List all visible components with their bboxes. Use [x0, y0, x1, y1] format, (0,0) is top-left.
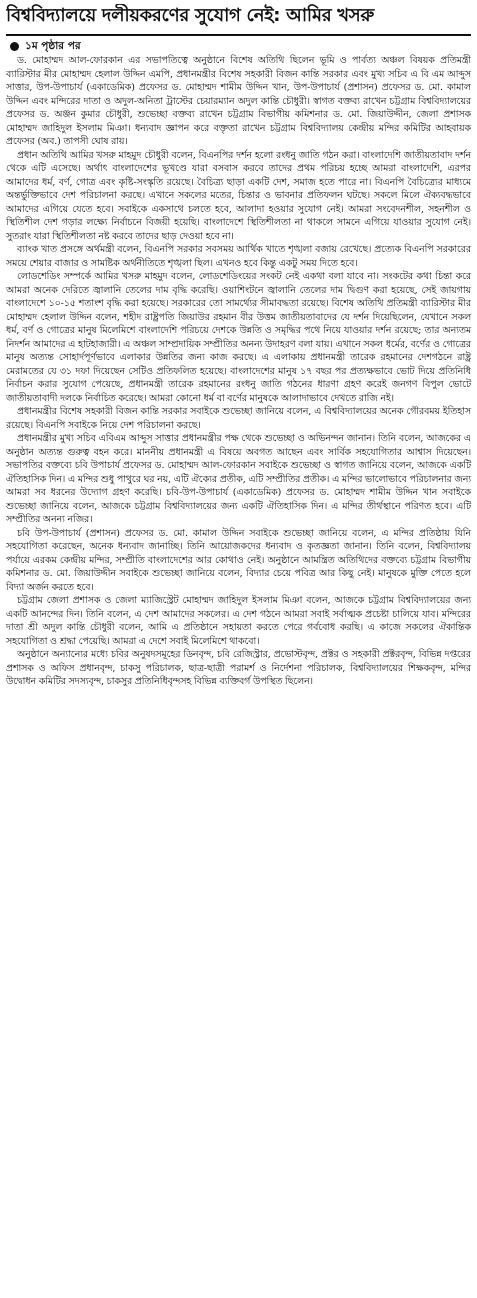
article-paragraph: ব্যাংক খাত প্রসঙ্গে অর্থমন্ত্রী বলেন, বিএনপি সরকার সবসময় আর্থিক খাতে শৃঙ্খলা বজায় রেখেছে। প্রত্যেক বিএনপি সরকারের সময়ে শেয়ার বাজার ও সামষ্টিক অর্থনীতিতে শৃঙ্খলা ছিল। এখনও হবে কিন্তু একটু সময় দিতে হবে। [6, 244, 471, 269]
continued-from-label: ১ম পৃষ্ঠার পর [25, 40, 81, 52]
article-paragraph: প্রধানমন্ত্রীর বিশেষ সহকারী বিজন কান্তি সরকার সবাইকে শুভেচ্ছা জানিয়ে বলেন, এ বিশ্ববিদ্যালয়ের অনেক গৌরবময় ইতিহাস রয়েছে। বিএনপি সবাইকে নিয়ে দেশ পরিচালনা করছে। [6, 406, 471, 431]
article-paragraph: প্রধান অতিথি আমির খসরু মাহমুদ চৌধুরী বলেন, বিএনপির দর্শন হলো রংধনু জাতি গঠন করা। বাংলাদেশি জাতীয়তাবাদ দর্শন থেকে এটি এসেছে। অর্থাৎ বাংলাদেশের ভূখণ্ডে যারা বসবাস করবে তাদের প্রথম পরিচয় হচ্ছে আমরা বাংলাদেশি, এরপর আমাদের ধর্ম, বর্ণ, গোত্র এবং কৃষ্টি-সংস্কৃতি রয়েছে। বৈচিত্র্য ছাড়া একটি দেশ, সমাজ হতে পারে না। বিএনপি বৈচিত্র্যের মাধ্যমে অন্তর্ভুক্তিভাবে দেশ পরিচালনা করছে। এখানে সকলের মতের, চিন্তার ও ভাবনার প্রতিফলন ঘটছে। সকলে মিলে ঐক্যবদ্ধভাবে আমাদের এগিয়ে যেতে হবে। সবাইকে একসাথে চলতে হবে, আলাদা হওয়ার সুযোগ নেই। আমরা সংবেদনশীল, সহনশীল ও স্থিতিশীল দেশ গড়ার লক্ষ্যে নির্বাচনে বিজয়ী হয়েছি। বাংলাদেশে স্থিতিশীলতা না থাকলে সামনে এগিয়ে যাওয়ার সুযোগ নেই। সুতরাং যারা স্থিতিশীলতা নষ্ট করবে তাদের ছাড় দেওয়া হবে না। [6, 149, 471, 242]
headline: বিশ্ববিদ্যালয়ে দলীয়করণের সুযোগ নেই: আমির খসরু [6, 4, 471, 36]
article-paragraph: চট্টগ্রাম জেলা প্রশাসক ও জেলা ম্যাজিস্ট্রেট মোহাম্মদ জাহিদুল ইসলাম মিঞা বলেন, আজকে চট্টগ্রাম বিশ্ববিদ্যালয়ের জন্য একটি আনন্দের দিন। তিনি বলেন, এ দেশ আমাদের সকলের। এ দেশ গঠনে আমরা সবাই সর্বাত্মক প্রচেষ্টা চালিয়ে যাব। মন্দিরের দাতা শ্রী অদুল কান্তি চৌধুরী বলেন, আমি এ প্রতিষ্ঠানে সহায়তা করতে পেরে গর্ববোধ করছি। এ কাজে সকলের ঐকান্তিক সহযোগিতা ও শ্রদ্ধা পেয়েছি। আমরা এ দেশে সবাই মিলেমিশে থাকবো। [6, 595, 471, 647]
continued-from-line [6, 38, 471, 54]
article-paragraph: প্রধানমন্ত্রীর মুখ্য সচিব এবিএম আব্দুস সাত্তার প্রধানমন্ত্রীর পক্ষ থেকে শুভেচ্ছা ও অভিনন্দন জানান। তিনি বলেন, আজকের এ অনুষ্ঠান অত্যন্ত গুরুত্ব বহন করে। মাননীয় প্রধানমন্ত্রী এ বিষয়ে অবগত আছেন এবং সার্বিক সহযোগিতার আশ্বাস দিয়েছেন। সভাপতির বক্তব্যে চবি উপাচার্য প্রফেসর ড. মোহাম্মদ আল-ফোরকান সবাইকে শুভেচ্ছা ও স্বাগত জানিয়ে বলেন, আজকে একটি ঐতিহাসিক দিন। এ মন্দির শুধু পাথুরে ঘর নয়, এটি ঐক্যের প্রতীক, এটি সম্প্রীতির প্রতীক। এ মন্দির ভালোভাবে পরিচালনার জন্য আমরা সব ধরনের উদ্যোগ গ্রহণ করেছি। চবি-উপ-উপাচার্য (একাডেমিক) প্রফেসর ড. মোহাম্মদ শামীম উদ্দিন খান সবাইকে শুভেচ্ছা জানিয়ে বলেন, আজকে চট্টগ্রাম বিশ্ববিদ্যালয়ের জন্য একটি ঐতিহাসিক দিন। এ মন্দির তীর্থস্থানে পরিণত হবে। এটি সম্প্রীতির অনন্য নজির। [6, 433, 471, 525]
article-paragraph: লোডশেডিং সম্পর্কে আমির খসরু মাহমুদ বলেন, লোডশেডিংয়ের সংকট নেই একথা বলা যাবে না। সংকটের কথা চিন্তা করে আমরা অনেক দেরিতে জ্বালানি তেলের দাম বৃদ্ধি করেছি। ওয়াশিংটনে জ্বালানি তেলের দাম দ্বিগুণ করা হয়েছে, সেই জায়গায় বাংলাদেশে ১০-১৫ শতাংশ বৃদ্ধি করা হয়েছে। সরকারের তো সামর্থ্যের সীমাবদ্ধতা রয়েছে। বিশেষ অতিথি প্রতিমন্ত্রী ব্যারিস্টার মীর মোহাম্মদ হেলাল উদ্দিন বলেন, শহীদ রাষ্ট্রপতি জিয়াউর রহমান বীর উত্তম জাতীয়তাবাদের যে দর্শন দিয়েছিলেন, যেখানে সকল ধর্ম, বর্ণ ও গোত্রের মানুষ মিলেমিশে বাংলাদেশি পরিচয়ে দেশকে উন্নতি ও সমৃদ্ধির পথে নিয়ে যাওয়ার দর্শন রয়েছে; তার অন্যতম নিদর্শন আমাদের এ হাটহাজারী। এ অঞ্চল সাম্প্রদায়িক সম্প্রীতির অনন্য উদাহরণ বলা যায়। এখানে সকল ধর্মের, বর্ণের ও গোত্রের মানুষ অত্যন্ত সোহার্দপূর্ণভাবে এলাকার উন্নতির জন্য কাজ করছে। এ এলাকায় প্রধানমন্ত্রী তারেক রহমানের দেশগঠনে রাষ্ট্র মেরামতের যে ৩১ দফা দিয়েছেন সেটিও প্রতিফলিত হয়েছে। বাংলাদেশের মানুষ ১৭ বছর পর প্রত্যক্ষভাবে ভোট দিয়ে প্রতিনিধি নির্বাচন করার সুযোগ পেয়েছে, প্রধানমন্ত্রী তারেক রহমানের রংধনু জাতি গঠনের ধারণা গ্রহণ করেই জনগণ বিপুল ভোটে জাতীয়তাবাদী দলকে নির্বাচিত করেছে। আমরা কোনো ধর্ম বা বর্ণের মানুষকে আলাদাভাবে দেখতে রাজি নই। [6, 271, 471, 404]
article-paragraph: চবি উপ-উপাচার্য (প্রশাসন) প্রফেসর ড. মো. কামাল উদ্দিন সবাইকে শুভেচ্ছা জানিয়ে বলেন, এ মন্দির প্রতিষ্ঠায় যিনি সহযোগিতা করেছেন, অনেক ধন্যবাদ জানাচ্ছি। তিনি আয়োজকদের ধন্যবাদ ও কৃতজ্ঞতা জানান। তিনি বলেন, বিশ্ববিদ্যালয় পর্যায়ে এরকম কেন্দ্রীয় মন্দির, সম্প্রীতি বাংলাদেশের আর কোথাও নেই। অনুষ্ঠানে আমন্ত্রিত অতিথিদের বক্তব্যে চট্টগ্রাম বিভাগীয় কমিশনার ড. মো. জিয়াউদ্দীন সবাইকে শুভেচ্ছা জানিয়ে বলেন, বিদ্যার চেয়ে পবিত্র আর কিছু নেই। মানুষকে মুক্তি পেতে হলে বিদ্যা অর্জন করতে হবে। [6, 527, 471, 593]
article-body [6, 54, 471, 689]
article-paragraph: অনুষ্ঠানে অন্যান্যের মধ্যে চবির অনুষদসমূহের ডিনবৃন্দ, চবি রেজিস্ট্রার, প্রভোস্টবৃন্দ, প্রক্টর ও সহকারী প্রক্টরবৃন্দ, বিভিন্ন দপ্তরের প্রশাসক ও অফিস প্রধানবৃন্দ, চাকসু পরিচালক, ছাত্র-ছাত্রী পরামর্শ ও নির্দেশনা পরিচালক, বিশ্ববিদ্যালয়ের শিক্ষকবৃন্দ, মন্দির উদ্বোধন কমিটির সদস্যবৃন্দ, চাকসুর প্রতিনিধিবৃন্দসহ বিভিন্ন ব্যক্তিবর্গ উপস্থিত ছিলেন। [6, 649, 471, 687]
article-paragraph: ড. মোহাম্মদ আল-ফোরকান এর সভাপতিত্বে অনুষ্ঠানে বিশেষ অতিথি ছিলেন ভূমি ও পার্বত্য অঞ্চল বিষয়ক প্রতিমন্ত্রী ব্যারিস্টার মীর মোহাম্মদ হেলাল উদ্দিন এমপি, প্রধানমন্ত্রীর বিশেষ সহকারী বিজন কান্তি সরকার এবং মুখ্য সচিব এ বি এম আব্দুস সাত্তার, উপ-উপাচার্য (একাডেমিক) প্রফেসর ড. মোহাম্মদ শামীম উদ্দিন খান, উপ-উপাচার্য (প্রশাসন) প্রফেসর ড. মো. কামাল উদ্দিন এবং মন্দিরের দাতা ও অদুল-অনিতা ট্রাস্টের চেয়ারম্যান অদুল কান্তি চৌধুরী। স্বাগত বক্তব্য রাখেন চট্টগ্রাম বিশ্ববিদ্যালয়ের প্রফেসর ড. অঞ্জন কুমার চৌধুরী, শুভেচ্ছা বক্তব্য রাখেন চট্টগ্রাম বিভাগীয় কমিশনার ড. মো. জিয়াউদ্দীন, জেলা প্রশাসক মোহাম্মদ জাহিদুল ইসলাম মিঞা। ধন্যবাদ জ্ঞাপন করে বক্তৃতা রাখেন চট্টগ্রাম বিশ্ববিদ্যালয় কেন্দ্রীয় মন্দির কমিটির আহবায়ক প্রফেসর (অব.) তাপসী ঘোষ রায়। [6, 55, 471, 147]
bullet-icon [10, 42, 19, 51]
